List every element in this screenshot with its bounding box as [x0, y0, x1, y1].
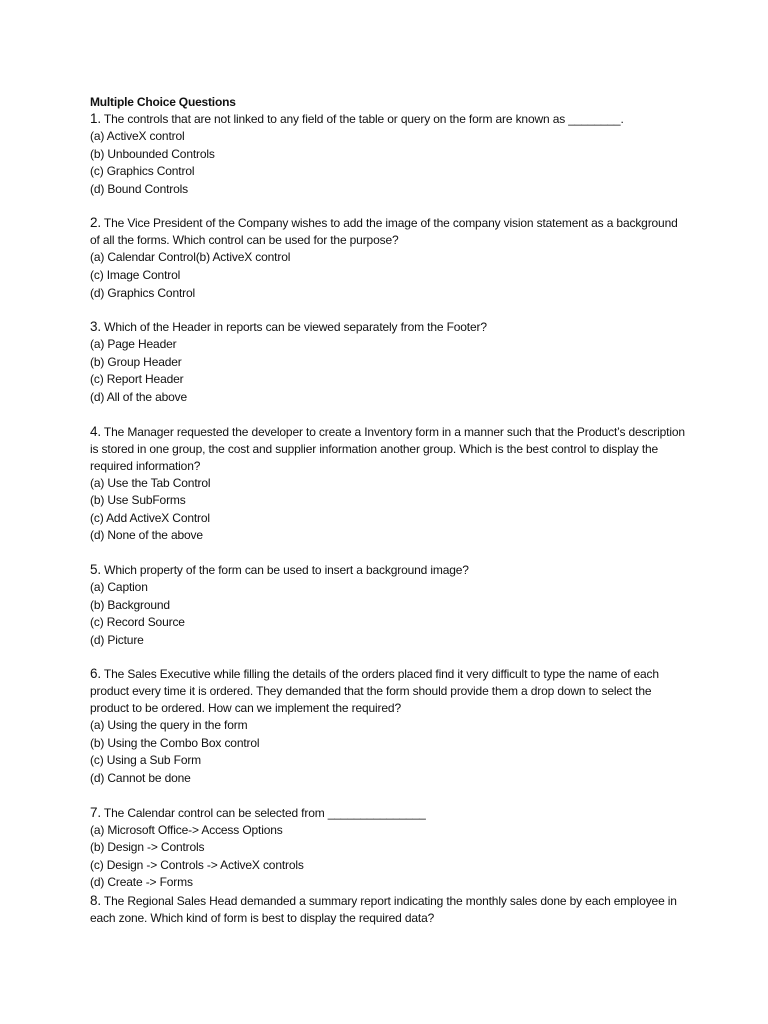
question-text — [90, 110, 690, 128]
option-b: (b) Using the Combo Box control — [90, 735, 260, 750]
option-d: (d) None of the above — [90, 528, 203, 543]
question-4 — [90, 423, 728, 545]
question-text — [90, 423, 690, 475]
question-text — [90, 561, 690, 579]
question-number: 4. — [90, 423, 101, 439]
option-a: (a) Use the Tab Control — [90, 475, 211, 490]
question-number: 7. — [90, 804, 101, 820]
option-b: (b) Group Header — [90, 354, 182, 369]
option-a: (a) Caption — [90, 579, 148, 594]
option-c: (c) Report Header — [90, 372, 184, 387]
question-body: Which of the Header in reports can be viewed separately from the Footer? — [100, 320, 487, 335]
question-1 — [90, 110, 728, 198]
option-a: (a) Microsoft Office-> Access Options — [90, 822, 283, 837]
option-d: (d) Graphics Control — [90, 285, 196, 300]
option-list — [90, 336, 728, 406]
question-body: Which property of the form can be used to insert a background image? — [100, 562, 469, 577]
option-d: (d) Bound Controls — [90, 181, 189, 196]
document-title: Multiple Choice Questions — [90, 95, 236, 109]
option-list — [90, 822, 728, 892]
option-c: (c) Design -> Controls -> ActiveX controls — [90, 857, 304, 872]
question-number: 5. — [90, 561, 101, 577]
option-b: (b) Unbounded Controls — [90, 146, 215, 161]
option-a: (a) ActiveX control — [90, 129, 185, 143]
question-number: 2. — [90, 215, 101, 231]
option-list — [90, 475, 728, 545]
question-body: The Manager requested the developer to create a Inventory form in a manner such that the Product’s description is stored in one group, the cost and supplier information another group. Which is the best control to display the required information? — [90, 424, 685, 473]
question-body: The Regional Sales Head demanded a summary report indicating the monthly sales done by each employee in each zone. Which kind of form is best to display the required data? — [90, 894, 677, 926]
option-a-b: (a) Calendar Control(b) ActiveX control — [90, 250, 291, 265]
option-list — [90, 249, 728, 302]
question-3 — [90, 318, 728, 406]
question-8 — [90, 892, 728, 927]
option-c: (c) Add ActiveX Control — [90, 510, 210, 525]
option-c: (c) Using a Sub Form — [90, 753, 202, 768]
option-d: (d) Create -> Forms — [90, 875, 193, 890]
question-text — [90, 804, 690, 822]
question-6 — [90, 665, 728, 787]
option-d: (d) All of the above — [90, 389, 188, 404]
question-body: The Calendar control can be selected from _______________ — [100, 805, 426, 820]
question-text — [90, 318, 690, 336]
question-2 — [90, 214, 728, 302]
question-number: 6. — [90, 666, 101, 682]
option-c: (c) Image Control — [90, 267, 181, 282]
option-d: (d) Cannot be done — [90, 771, 191, 786]
option-list — [90, 128, 728, 198]
question-5 — [90, 561, 728, 649]
question-body: The Vice President of the Company wishes to add the image of the company vision statement as a background of all the forms. Which control can be used for the purpose? — [90, 216, 678, 248]
option-d: (d) Picture — [90, 632, 144, 647]
option-list — [90, 579, 728, 649]
question-text — [90, 665, 690, 717]
question-number: 8. — [90, 893, 101, 909]
question-7 — [90, 804, 728, 892]
question-text — [90, 892, 690, 927]
question-body: The controls that are not linked to any field of the table or query on the form are known as ________. — [100, 112, 624, 126]
question-number: 3. — [90, 319, 101, 335]
option-b: (b) Use SubForms — [90, 493, 186, 508]
option-c: (c) Graphics Control — [90, 164, 195, 179]
option-list — [90, 717, 728, 787]
option-b: (b) Background — [90, 597, 170, 612]
option-a: (a) Page Header — [90, 337, 177, 352]
option-b: (b) Design -> Controls — [90, 840, 205, 855]
option-c: (c) Record Source — [90, 615, 185, 630]
question-body: The Sales Executive while filling the details of the orders placed find it very difficult to type the name of each product every time it is ordered. They demanded that the form should provide them a drop down to select the product to be ordered. How can we implement the required? — [90, 667, 659, 716]
option-a: (a) Using the query in the form — [90, 718, 248, 733]
question-number: 1. — [90, 111, 101, 126]
question-text — [90, 214, 690, 249]
